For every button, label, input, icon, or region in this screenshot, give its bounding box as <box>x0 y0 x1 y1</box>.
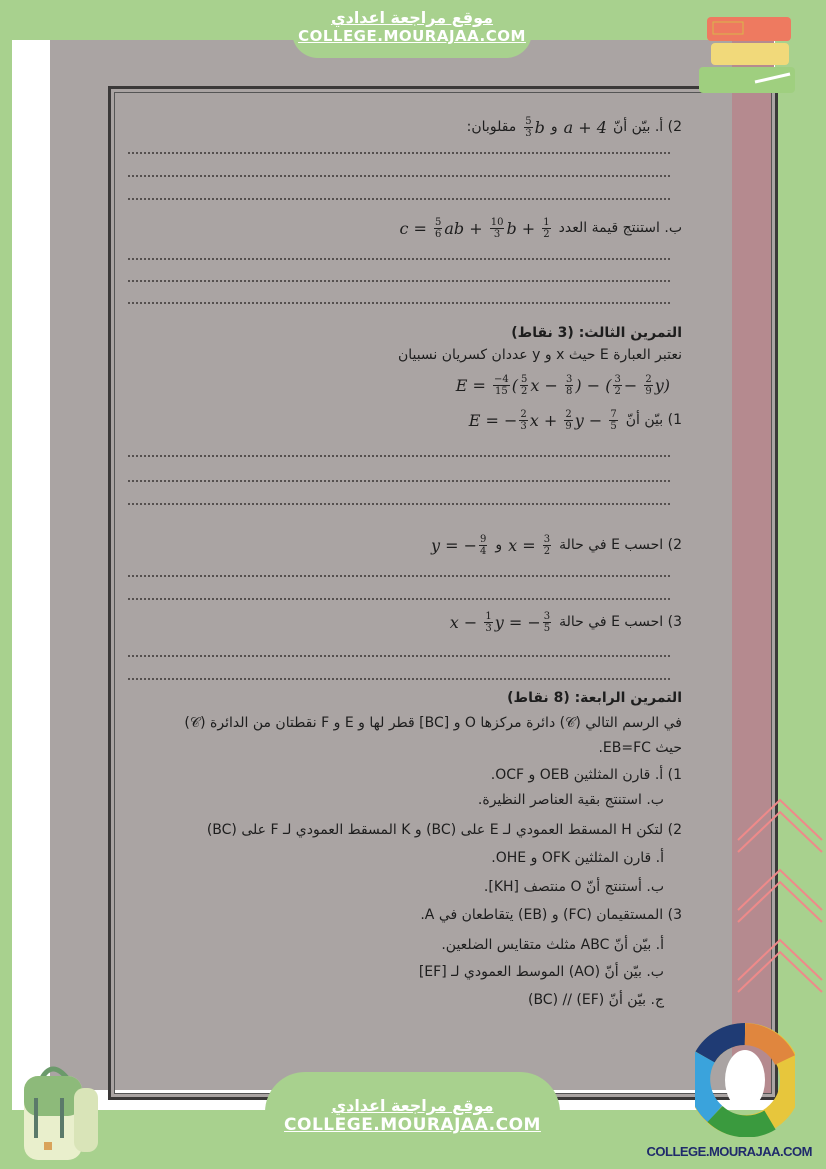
question-text: 2) أ. بيّن أنّ <box>612 119 682 135</box>
fraction-numerator: 3 <box>543 533 551 545</box>
answer-dotted-line <box>128 198 670 200</box>
fraction-numerator: 2 <box>645 373 652 385</box>
math-term: y = − <box>494 612 541 632</box>
fraction-numerator: 10 <box>490 216 504 228</box>
question-text: أ. قارن المثلثين OFK و OHE. <box>491 850 664 866</box>
answer-dotted-line <box>128 152 670 154</box>
fraction <box>520 374 528 397</box>
fraction <box>519 409 527 432</box>
fraction <box>479 534 487 557</box>
math-term: E = − <box>468 410 518 430</box>
fraction-numerator: 3 <box>543 610 551 622</box>
math-expression <box>564 118 607 137</box>
site-url-link[interactable]: COLLEGE.MOURAJAA.COM <box>298 27 526 45</box>
question-text: أ. بيّن أنّ ABC مثلث متقايس الضلعين. <box>441 937 664 953</box>
question-line <box>441 932 664 958</box>
math-expression <box>450 611 553 634</box>
question-text: 1) بيّن أنّ <box>625 412 682 428</box>
fraction-numerator: 1 <box>543 216 550 228</box>
fraction <box>543 534 551 557</box>
math-term: b + <box>506 218 541 238</box>
answer-dotted-line <box>128 280 670 282</box>
math-term: c = <box>399 218 432 238</box>
math-expression <box>508 534 553 557</box>
fraction-denominator: 2 <box>543 545 551 557</box>
fraction-denominator: 9 <box>645 385 652 397</box>
fraction <box>434 217 442 240</box>
answer-dotted-line <box>128 655 670 657</box>
question-line <box>184 710 682 736</box>
answer-dotted-line <box>128 503 670 505</box>
fraction <box>564 409 572 432</box>
fraction-denominator: 2 <box>521 385 528 397</box>
math-term: y = − <box>430 535 477 555</box>
fraction-denominator: 3 <box>520 420 527 432</box>
question-text: ج. بيّن أنّ (EF) // (BC) <box>527 992 664 1008</box>
footer-banner <box>265 1072 560 1169</box>
fraction-denominator: 5 <box>543 622 551 634</box>
question-text: حيث EB=FC. <box>598 740 682 756</box>
fraction-numerator: −4 <box>494 373 509 385</box>
fraction <box>542 217 550 240</box>
question-text: التمرين الرابعة: (8 نقاط) <box>507 690 682 706</box>
question-text: مقلوبان: <box>466 119 517 135</box>
books-icon <box>695 12 805 97</box>
answer-dotted-line <box>128 175 670 177</box>
fraction <box>543 611 551 634</box>
math-term: − <box>623 375 643 395</box>
fraction-denominator: 6 <box>435 228 442 240</box>
fraction-denominator: 5 <box>610 420 617 432</box>
fraction <box>609 409 617 432</box>
fraction-numerator: 5 <box>521 373 528 385</box>
question-line <box>456 372 670 398</box>
question-text: ب. أستنتج أنّ O منتصف [KH]. <box>483 879 664 895</box>
question-text: 2) احسب E في حالة <box>559 537 682 553</box>
fraction-denominator: 3 <box>493 228 501 240</box>
question-line <box>467 114 682 140</box>
fraction-numerator: 5 <box>435 216 442 228</box>
question-line <box>484 874 664 900</box>
fraction-denominator: 8 <box>566 385 573 397</box>
fraction-numerator: 3 <box>614 373 621 385</box>
question-line <box>491 845 664 871</box>
math-term: b <box>534 117 545 137</box>
math-term: x − <box>449 612 483 632</box>
fraction-denominator: 4 <box>479 545 487 557</box>
fraction-denominator: 2 <box>543 228 550 240</box>
answer-dotted-line <box>128 302 670 304</box>
question-line <box>469 407 682 433</box>
question-text: و <box>495 537 503 553</box>
math-expression <box>522 116 545 139</box>
math-term: y) <box>654 375 670 395</box>
math-expression <box>456 374 670 397</box>
question-text: 3) المستقيمان (FC) و (EB) يتقاطعان في A. <box>420 907 682 923</box>
decorative-chevrons-icon <box>730 790 826 1040</box>
question-text: ب. استنتج قيمة العدد <box>558 220 682 236</box>
question-text: 2) لتكن H المسقط العمودي لـ E على (BC) و K المسقط العمودي لـ F على (BC) <box>206 822 682 838</box>
math-term: x = <box>508 535 541 555</box>
math-term: ) − ( <box>575 375 612 395</box>
subjects-ring-logo-icon <box>695 1022 795 1137</box>
fraction <box>484 611 492 634</box>
question-line <box>491 762 682 788</box>
question-text: ب. بيّن أنّ (AO) الموسط العمودي لـ [EF] <box>418 964 664 980</box>
fraction <box>613 374 621 397</box>
header-banner <box>292 0 532 58</box>
footer-site-url-link[interactable]: COLLEGE.MOURAJAA.COM <box>284 1115 541 1135</box>
question-text: 3) احسب E في حالة <box>559 614 682 630</box>
fraction-denominator: 3 <box>525 127 532 139</box>
fraction <box>524 116 532 139</box>
fraction-denominator: 9 <box>565 420 572 432</box>
fraction <box>490 217 505 240</box>
math-term: x − <box>530 375 564 395</box>
question-line <box>399 215 682 241</box>
math-expression <box>399 217 552 240</box>
logo-caption: COLLEGE.MOURAJAA.COM <box>646 1144 812 1159</box>
site-name: موقع مراجعة اعدادي <box>330 8 494 27</box>
answer-dotted-line <box>128 258 670 260</box>
fraction-numerator: 5 <box>525 115 532 127</box>
math-term: E = <box>455 375 492 395</box>
fraction <box>644 374 652 397</box>
question-line <box>450 609 682 635</box>
fraction <box>493 374 510 397</box>
question-line <box>419 959 664 985</box>
question-text: التمرين الثالث: (3 نقاط) <box>511 325 682 341</box>
math-term: y − <box>574 410 608 430</box>
question-line <box>398 342 682 368</box>
math-term: x + <box>529 410 563 430</box>
question-line <box>207 817 682 843</box>
question-line <box>478 787 664 813</box>
fraction-numerator: 9 <box>479 533 487 545</box>
question-text: 1) أ. قارن المثلثين OEB و OCF. <box>490 767 682 783</box>
answer-dotted-line <box>128 455 670 457</box>
fraction-denominator: 3 <box>485 622 492 634</box>
footer-site-name: موقع مراجعة اعدادي <box>331 1096 494 1115</box>
answer-dotted-line <box>128 575 670 577</box>
question-text: نعتبر العبارة E حيث x و y عددان كسريان نسبيان <box>397 347 682 363</box>
answer-dotted-line <box>128 678 670 680</box>
question-text: في الرسم التالي (𝒞) دائرة مركزها O و [BC] قطر لها و E و F نقطتان من الدائرة (𝒞) <box>184 715 682 731</box>
question-line <box>420 902 682 928</box>
math-expression <box>469 409 620 432</box>
math-term: ab + <box>444 218 488 238</box>
question-text: ب. استنتج بقية العناصر النظيرة. <box>477 792 664 808</box>
question-text: و <box>550 119 558 135</box>
question-line <box>528 987 664 1013</box>
fraction-numerator: 2 <box>520 408 527 420</box>
question-line <box>598 735 682 761</box>
fraction-numerator: 3 <box>566 373 573 385</box>
question-line <box>431 532 682 558</box>
fraction-numerator: 7 <box>610 408 617 420</box>
fraction <box>565 374 573 397</box>
exercise-heading <box>507 685 682 711</box>
math-term: ( <box>511 375 519 395</box>
fraction-denominator: 2 <box>614 385 621 397</box>
math-term: a + 4 <box>563 117 607 137</box>
fraction-denominator: 15 <box>495 385 508 397</box>
answer-dotted-line <box>128 480 670 482</box>
math-expression <box>431 534 489 557</box>
fraction-numerator: 1 <box>485 610 492 622</box>
backpack-icon <box>12 1058 112 1163</box>
fraction-numerator: 2 <box>565 408 572 420</box>
answer-dotted-line <box>128 598 670 600</box>
